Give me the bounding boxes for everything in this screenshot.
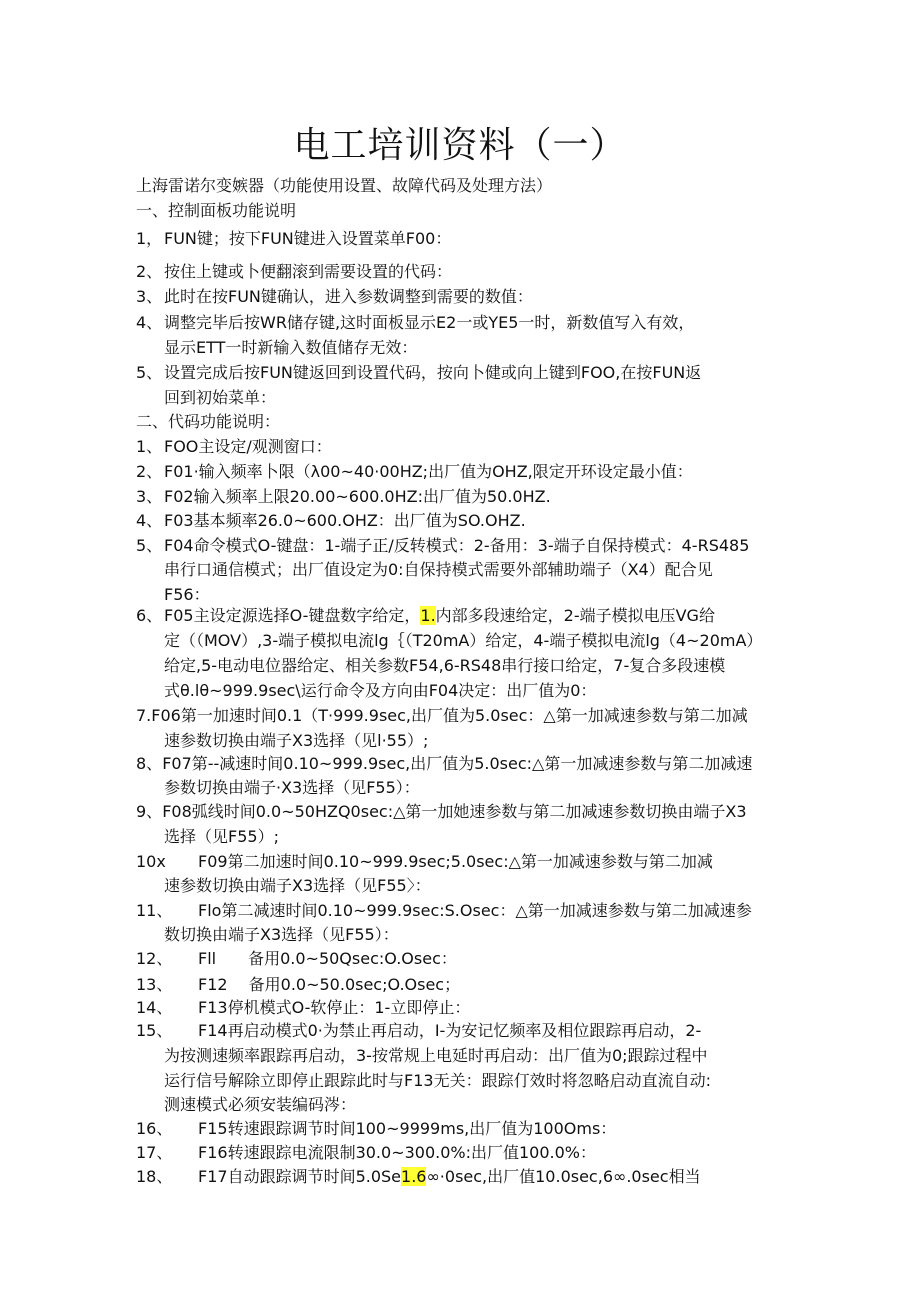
list-number: 2、 bbox=[136, 462, 163, 481]
list-item-text: 此时在按FUN键确认，进入参数调整到需要的数值： bbox=[164, 287, 533, 306]
list-item-text: 为按测速频率跟踪再启动，3-按常规上电延时再启动：出厂值为0;跟踪过程中 bbox=[164, 1046, 708, 1065]
list-item-text: 调整完毕后按WR储存键,这时面板显示E2一或YE5一时，新数值写入有效， bbox=[164, 313, 695, 332]
list-item-text-part: F08弧线时间0.0~50HZQ0sec:△第一加她速参数与第二加减速参数切换由端子X3 bbox=[162, 802, 747, 821]
list-item-text: F56： bbox=[164, 585, 210, 604]
list-item-text-part: F17自动跟踪调节时间5.0Se bbox=[198, 1167, 402, 1186]
list-item-text: F01·输入频率卜限（λ00~40·00HZ;出厂值为OHZ,限定开环设定最小值： bbox=[164, 462, 693, 481]
list-item-text-part: F06第一加速时间0.1（T·999.9sec,出厂值为5.0sec：△第一加减速参数与第二加减 bbox=[151, 706, 748, 725]
list-item-text: 式θ.lθ~999.9sec\运行命令及方向由F04决定：出厂值为0： bbox=[164, 681, 597, 700]
list-number: 17、 bbox=[136, 1143, 173, 1162]
list-item-text: FUN键；按下FUN键进入设置菜单F00： bbox=[164, 229, 452, 248]
list-item-text bbox=[136, 705, 748, 727]
list-number: 9、 bbox=[136, 802, 163, 821]
list-item-text: F02输入频率上限20.00~600.0HZ:出厂值为50.0HZ. bbox=[164, 487, 551, 506]
list-item-text: 回到初始菜单： bbox=[164, 388, 277, 407]
list-item-text: F04命令模式O-键盘：1-端子正/反转模式：2-备用：3-端子自保持模式：4-RS485 bbox=[164, 536, 750, 555]
list-number: 4、 bbox=[136, 511, 163, 530]
list-item-text: F16转速跟踪电流限制30.0~300.0%:出厂值100.0%： bbox=[198, 1143, 597, 1162]
list-number: 10x bbox=[136, 852, 166, 871]
list-item-text: F15转速跟踪调节时间100~9999ms,出厂值为100Oms： bbox=[198, 1119, 617, 1138]
list-item-text: Fll 备用0.0~50Qsec:O.Osec： bbox=[198, 949, 457, 968]
list-item-text: Flo第二减速时间0.10~999.9sec:S.Osec：△第一加减速参数与第二加减速参 bbox=[198, 901, 752, 920]
list-number: 1、 bbox=[136, 437, 163, 456]
list-number: 3、 bbox=[136, 487, 163, 506]
list-item-text: FOO主设定/观测窗口： bbox=[164, 437, 332, 456]
list-item-text-part: F05主设定源选择O-键盘数字给定， bbox=[164, 606, 421, 625]
list-item-text: 测速模式必须安装编码涔： bbox=[164, 1095, 357, 1114]
list-number: 5、 bbox=[136, 363, 163, 382]
document-subtitle: 上海雷诺尔变嫉器（功能使用设置、故障代码及处理方法） bbox=[136, 176, 553, 195]
list-number: 11、 bbox=[136, 901, 173, 920]
list-number: 8、 bbox=[136, 754, 163, 773]
list-number: 14、 bbox=[136, 998, 173, 1017]
list-item-text bbox=[136, 753, 752, 775]
list-number: 4、 bbox=[136, 313, 163, 332]
list-item-text bbox=[198, 1166, 701, 1188]
list-item-text: 数切换由端子X3选择（见F55）： bbox=[164, 925, 399, 944]
list-item-text bbox=[136, 801, 747, 823]
list-number: 2、 bbox=[136, 262, 163, 281]
highlight-mark: 1. bbox=[420, 606, 436, 625]
list-item-text: 选择（见F55）; bbox=[164, 827, 279, 846]
list-item-text: 速参数切换由端子X3选择（见F55〉： bbox=[164, 876, 431, 895]
list-number: 15、 bbox=[136, 1021, 173, 1040]
list-number: 7. bbox=[136, 706, 152, 725]
section-heading-panel: 一、控制面板功能说明 bbox=[136, 201, 297, 220]
document-title: 电工培训资料（一） bbox=[293, 125, 627, 166]
list-item-text: 运行信号解除立即停止跟踪此时与F13无关：跟踪仃效时将忽略启动直流自动: bbox=[164, 1071, 711, 1090]
highlight-mark: 1.6 bbox=[401, 1167, 427, 1186]
list-item-text: 给定,5-电动电位器给定、相关参数F54,6-RS48串行接口给定，7-复合多段速模 bbox=[164, 656, 726, 675]
section-heading-codes: 二、代码功能说明： bbox=[136, 412, 281, 431]
list-item-text: F14再启动模式0·为禁止再启动，I-为安记忆频率及相位跟踪再启动，2- bbox=[198, 1021, 702, 1040]
list-number: 18、 bbox=[136, 1167, 173, 1186]
list-item-text: 速参数切换由端子X3选择（见l·55）; bbox=[164, 731, 429, 750]
list-number: 13、 bbox=[136, 975, 173, 994]
list-item-text: 定（（MOV）,3-端子模拟电流lg｛（T20mA）给定，4-端子模拟电流lg（4~20mA） bbox=[164, 631, 763, 650]
list-item-text: F09第二加速时间0.10~999.9sec;5.0sec:△第一加减速参数与第二加减 bbox=[198, 852, 713, 871]
list-number: 5、 bbox=[136, 536, 163, 555]
list-item-text: 设置完成后按FUN键返回到设置代码，按向卜健或向上键到FOO,在按FUN返 bbox=[164, 363, 702, 382]
list-item-text: 串行口通信模式；出厂值设定为0:自保持模式需要外部辅助端子（X4）配合见 bbox=[164, 560, 713, 579]
list-item-text: F13停机模式O-软停止：1-立即停止： bbox=[198, 998, 471, 1017]
list-item-text: F12 备用0.0~50.0sec;O.Osec； bbox=[198, 975, 461, 994]
list-number: 3、 bbox=[136, 287, 163, 306]
list-number: 12、 bbox=[136, 949, 173, 968]
list-number: 1， bbox=[136, 229, 163, 248]
list-item-text-part: ∞·0sec,出厂值10.0sec,6∞.0sec相当 bbox=[426, 1167, 701, 1186]
list-item-text bbox=[164, 605, 715, 627]
list-number: 16、 bbox=[136, 1119, 173, 1138]
list-item-text: F03基本频率26.0~600.OHZ：出厂值为SO.OHZ. bbox=[164, 511, 526, 530]
list-item-text: 显示ETT一时新输入数值储存无效： bbox=[164, 338, 418, 357]
list-item-text-part: 内部多段速给定，2-端子模拟电压VG给 bbox=[435, 606, 715, 625]
list-number: 6、 bbox=[136, 606, 163, 625]
list-item-text: 参数切换由端子·X3选择（见F55）： bbox=[164, 778, 420, 797]
list-item-text: 按住上键或卜便翻滚到需要设置的代码： bbox=[164, 262, 453, 281]
list-item-text-part: F07第--减速时间0.10~999.9sec,出厂值为5.0sec:△第一加减速参数与第二加减速 bbox=[162, 754, 753, 773]
